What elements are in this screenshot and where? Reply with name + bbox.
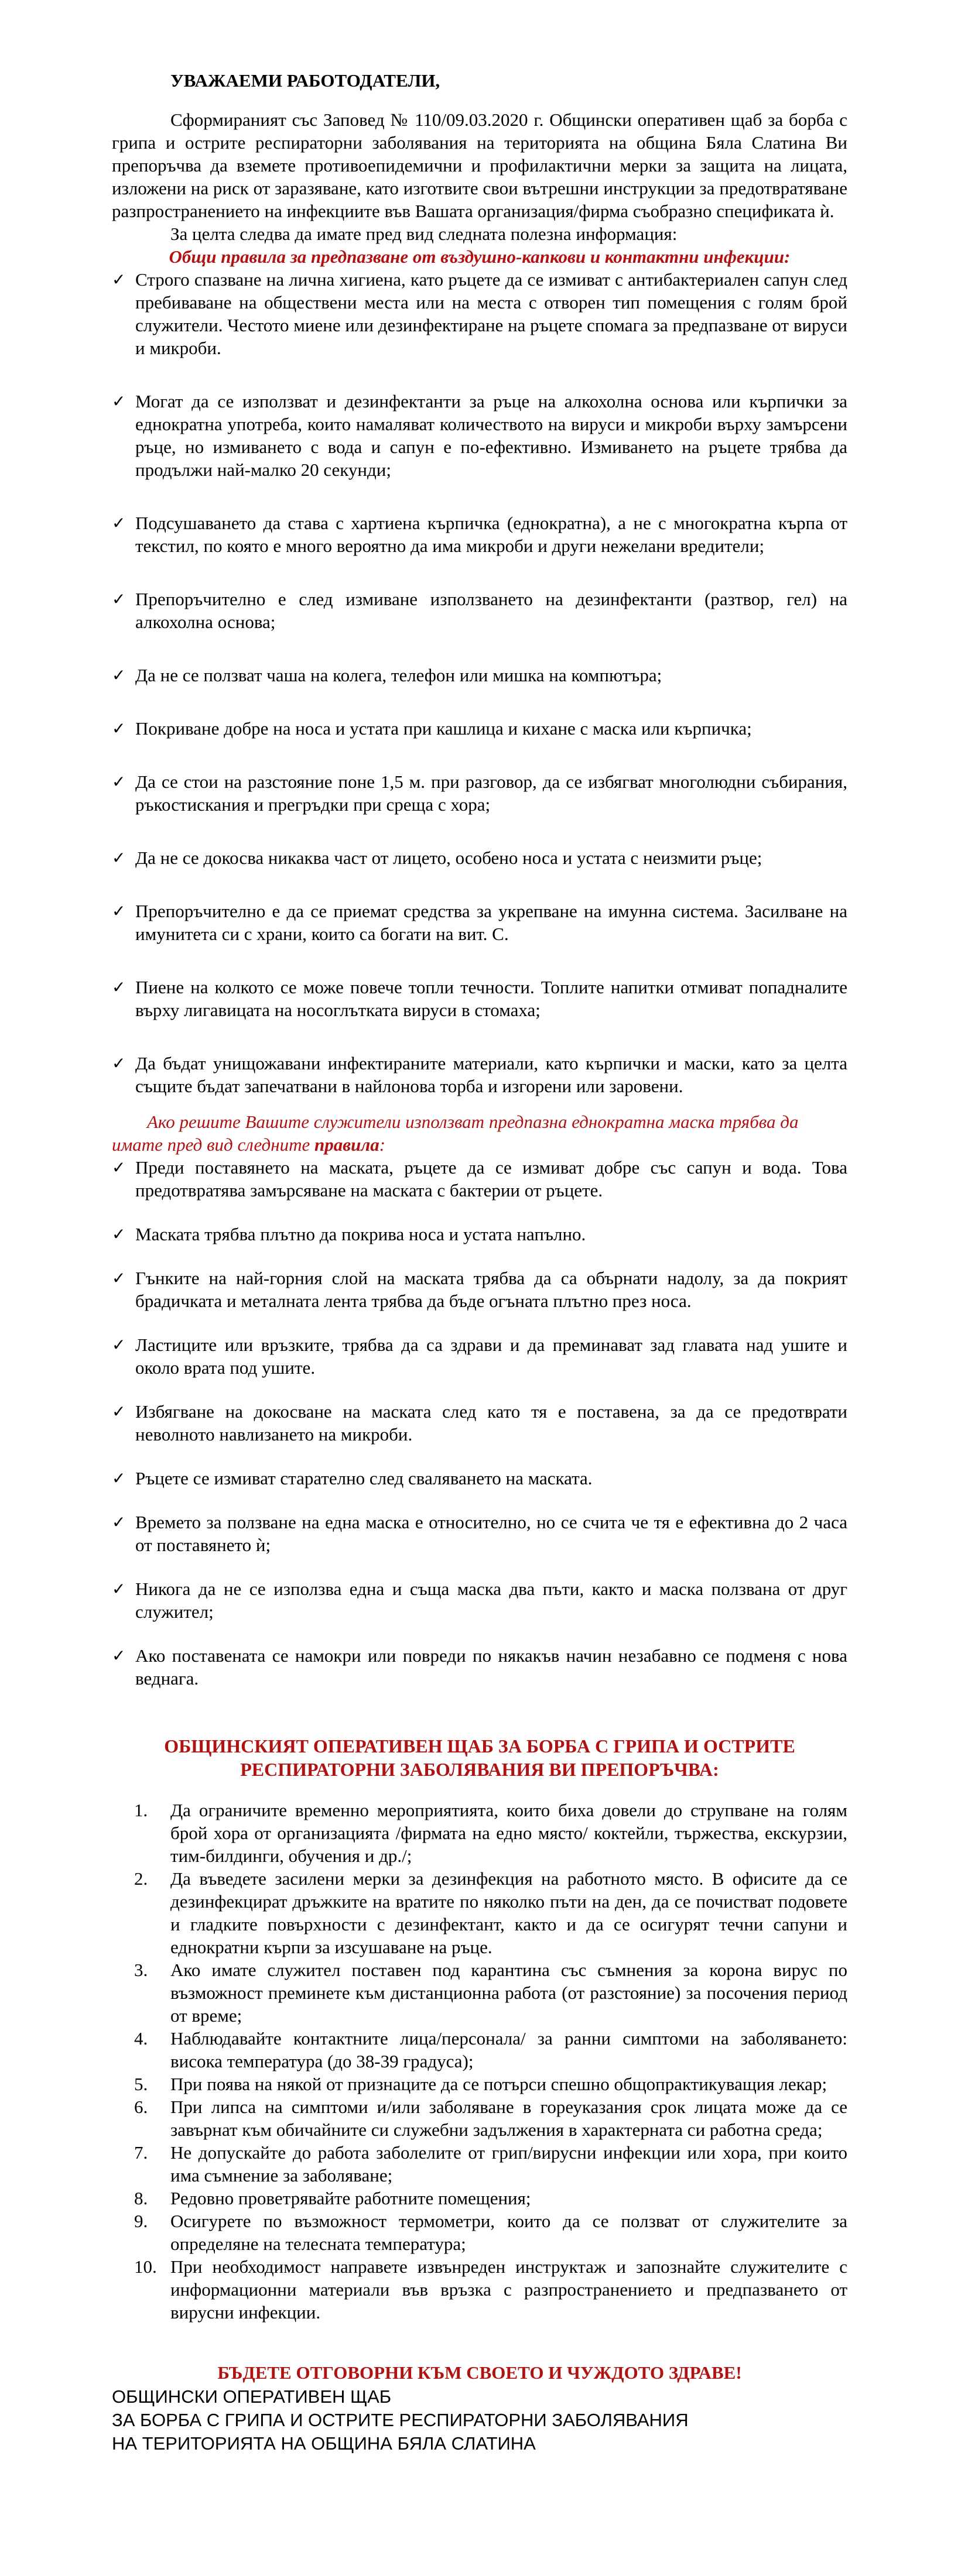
list-item: ✓ Ръцете се измиват старателно след сваляването на маската.	[112, 1468, 593, 1488]
list-item: ✓ Препоръчително е след измиване използването на дезинфектанти (разтвор, гел) на алкохолна основа;	[112, 589, 847, 632]
recommendations-heading: ОБЩИНСКИЯТ ОПЕРАТИВЕН ЩАБ ЗА БОРБА С ГРИПА И ОСТРИТЕ РЕСПИРАТОРНИ ЗАБОЛЯВАНИЯ ВИ ПРЕПОРЪЧВА:	[164, 1735, 795, 1780]
signature-line: ОБЩИНСКИ ОПЕРАТИВЕН ЩАБ	[112, 2386, 392, 2407]
check-mark-icon: ✓	[112, 1646, 126, 1665]
list-item: ✓ Ластиците или връзките, трябва да са здрави и да преминават зад главата над ушите и около врата под ушите.	[112, 1335, 847, 1378]
greeting: УВАЖАЕМИ РАБОТОДАТЕЛИ,	[170, 70, 440, 91]
check-mark-icon: ✓	[112, 513, 126, 533]
list-item: ✓ Да не се докосва никаква част от лицето, особено носа и устата с неизмити ръце;	[112, 848, 762, 868]
check-mark-icon: ✓	[112, 901, 126, 921]
list-item: 6. При липса на симптоми и/или заболяване в гореуказания срок лицата може да се завърнат към обичайните си служебни задължения в характерната си работна среда;	[134, 2097, 847, 2140]
list-item: ✓ Маската трябва плътно да покрива носа и устата напълно.	[112, 1224, 586, 1244]
check-mark-icon: ✓	[112, 589, 126, 609]
signature-line: НА ТЕРИТОРИЯТА НА ОБЩИНА БЯЛА СЛАТИНА	[112, 2433, 536, 2454]
signature-block	[112, 2385, 689, 2455]
list-item: 8. Редовно проветрявайте работните помещения;	[134, 2188, 531, 2208]
list-item: 1. Да ограничите временно мероприятията, които биха довели до струпване на голям брой хора от организацията /фирмата на едно място/ коктейли, тържества, екскурзии, тим-билдинги, обучения и др./;	[134, 1800, 847, 1866]
check-mark-icon: ✓	[112, 1158, 126, 1177]
section2-intro: Ако решите Вашите служители използват предпазна еднократна маска трябва да имате пред вид следните правила:	[112, 1112, 799, 1155]
list-item: ✓ Подсушаването да става с хартиена кърпичка (еднократна), а не с многократна кърпа от текстил, по която е много вероятно да има микроби и други нежелани вредители;	[112, 513, 847, 556]
general-rules-list	[112, 268, 847, 1097]
section1-title: Общи правила за предпазване от въздушно-капкови и контактни инфекции:	[169, 246, 791, 267]
check-mark-icon: ✓	[112, 270, 126, 289]
list-item: 10. При необходимост направете извънреден инструктаж и запознайте служителите с информационни материали във връзка с разпространението и предпазването от вирусни инфекции.	[134, 2256, 847, 2323]
check-mark-icon: ✓	[112, 666, 126, 685]
check-mark-icon: ✓	[112, 1402, 126, 1421]
list-item: ✓ Могат да се използват и дезинфектанти за ръце на алкохолна основа или кърпички за еднократна употреба, които намаляват количеството на вируси и микроби върху замърсени ръце, но измиването с вода и сапун е по-ефективно. Измиването на ръцете трябва да продължи най-малко 20 секунди;	[112, 391, 847, 480]
intro-paragraph-2: За целта следва да имате пред вид следната полезна информация:	[170, 224, 678, 244]
list-item: 9. Осигурете по възможност термометри, които да се ползват от служителите за определяне на телесната температура;	[134, 2211, 847, 2254]
list-item: 4. Наблюдавайте контактните лица/персонала/ за ранни симптоми на заболяването: висока температура (до 38-39 градуса);	[134, 2028, 847, 2071]
list-item: ✓ Покриване добре на носа и устата при кашлица и кихане с маска или кърпичка;	[112, 718, 752, 739]
check-mark-icon: ✓	[112, 848, 126, 867]
list-item: ✓ Да не се ползват чаша на колега, телефон или мишка на компютъра;	[112, 665, 662, 685]
check-mark-icon: ✓	[112, 1469, 126, 1488]
list-item: ✓ Преди поставянето на маската, ръцете да се измиват добре със сапун и вода. Това предотвратява замърсяване на маската с бактерии от ръцете.	[112, 1157, 847, 1200]
check-mark-icon: ✓	[112, 719, 126, 738]
check-mark-icon: ✓	[112, 977, 126, 997]
check-mark-icon: ✓	[112, 1512, 126, 1532]
check-mark-icon: ✓	[112, 1579, 126, 1599]
check-mark-icon: ✓	[112, 392, 126, 411]
document-body	[112, 69, 847, 2384]
list-item: ✓ Строго спазване на лична хигиена, като ръцете да се измиват с антибактериален сапун след пребиваване на обществени места или на места с отворен тип помещения с голям брой служители. Честото миене или дезинфектиране на ръцете спомага за предпазване от вируси и микроби.	[112, 269, 847, 358]
list-item: ✓ Гънките на най-горния слой на маската трябва да са обърнати надолу, за да покрият брадичката и металната лента трябва да бъде огъната плътно през носа.	[112, 1268, 847, 1311]
list-item: ✓ Да се стои на разстояние поне 1,5 м. при разговор, да се избягват многолюдни събирания, ръкостискания и прегръдки при среща с хора;	[112, 771, 847, 815]
recommendations-list	[112, 1799, 847, 2324]
check-mark-icon: ✓	[112, 1224, 126, 1244]
check-mark-icon: ✓	[112, 1335, 126, 1354]
mask-rules-list	[112, 1156, 847, 1690]
closing-slogan: БЪДЕТЕ ОТГОВОРНИ КЪМ СВОЕТО И ЧУЖДОТО ЗДРАВЕ!	[217, 2362, 742, 2383]
list-item: 3. Ако имате служител поставен под карантина със съмнения за корона вирус по възможност преминете към дистанционна работа (от разстояние) за посочения период от време;	[134, 1960, 847, 2026]
check-mark-icon: ✓	[112, 1268, 126, 1288]
list-item: 5. При поява на някой от признаците да се потърси спешно общопрактикуващия лекар;	[134, 2074, 827, 2094]
list-item: 2. Да въведете засилени мерки за дезинфекция на работното място. В офисите да се дезинфекцират дръжките на вратите по няколко пъти на ден, да се почистват подовете и гладките повърхности с дезинфектант, както и да се осигурят течни сапуни и еднократни кърпи за изсушаване на ръце.	[134, 1868, 847, 1957]
list-item: ✓ Избягване на докосване на маската след като тя е поставена, за да се предотврати неволното навлизането на микроби.	[112, 1401, 847, 1445]
check-mark-icon: ✓	[112, 1054, 126, 1073]
list-item: ✓ Препоръчително е да се приемат средства за укрепване на имунна система. Засилване на имунитета си с храни, които са богати на вит. С.	[112, 901, 847, 944]
section2-bold: правила	[314, 1134, 379, 1155]
list-item: ✓ Да бъдат унищожавани инфектираните материали, като кърпички и маски, като за целта същите бъдат запечатвани в найлонова торба и изгорени или заровени.	[112, 1053, 847, 1096]
list-item: ✓ Времето за ползване на една маска е относително, но се счита че тя е ефективна до 2 часа от поставянето ѝ;	[112, 1512, 847, 1555]
intro-paragraph: Сформираният със Заповед № 110/09.03.2020 г. Общински оперативен щаб за борба с грипа и острите респираторни заболявания на територията на община Бяла Слатина Ви препоръчва да вземете противоепидемични и профилактични мерки за защита на лицата, изложени на риск от заразяване, като изготвите свои вътрешни инструкции за предотвратяване разпространението на инфекциите във Вашата организация/фирма съобразно спецификата ѝ.	[112, 109, 847, 221]
list-item: ✓ Никога да не се използва една и съща маска два пъти, както и маска ползвана от друг служител;	[112, 1579, 847, 1622]
list-item: ✓ Ако поставената се намокри или повреди по някакъв начин незабавно се подменя с нова веднага.	[112, 1645, 847, 1689]
list-item: ✓ Пиене на колкото се може повече топли течности. Топлите напитки отмиват попадналите върху лигавицата на носоглътката вируси в стомаха;	[112, 977, 847, 1020]
signature-line: ЗА БОРБА С ГРИПА И ОСТРИТЕ РЕСПИРАТОРНИ ЗАБОЛЯВАНИЯ	[112, 2410, 689, 2430]
list-item: 7. Не допускайте до работа заболелите от грип/вирусни инфекции или хора, при които има съмнение за заболяване;	[134, 2142, 847, 2186]
check-mark-icon: ✓	[112, 772, 126, 791]
